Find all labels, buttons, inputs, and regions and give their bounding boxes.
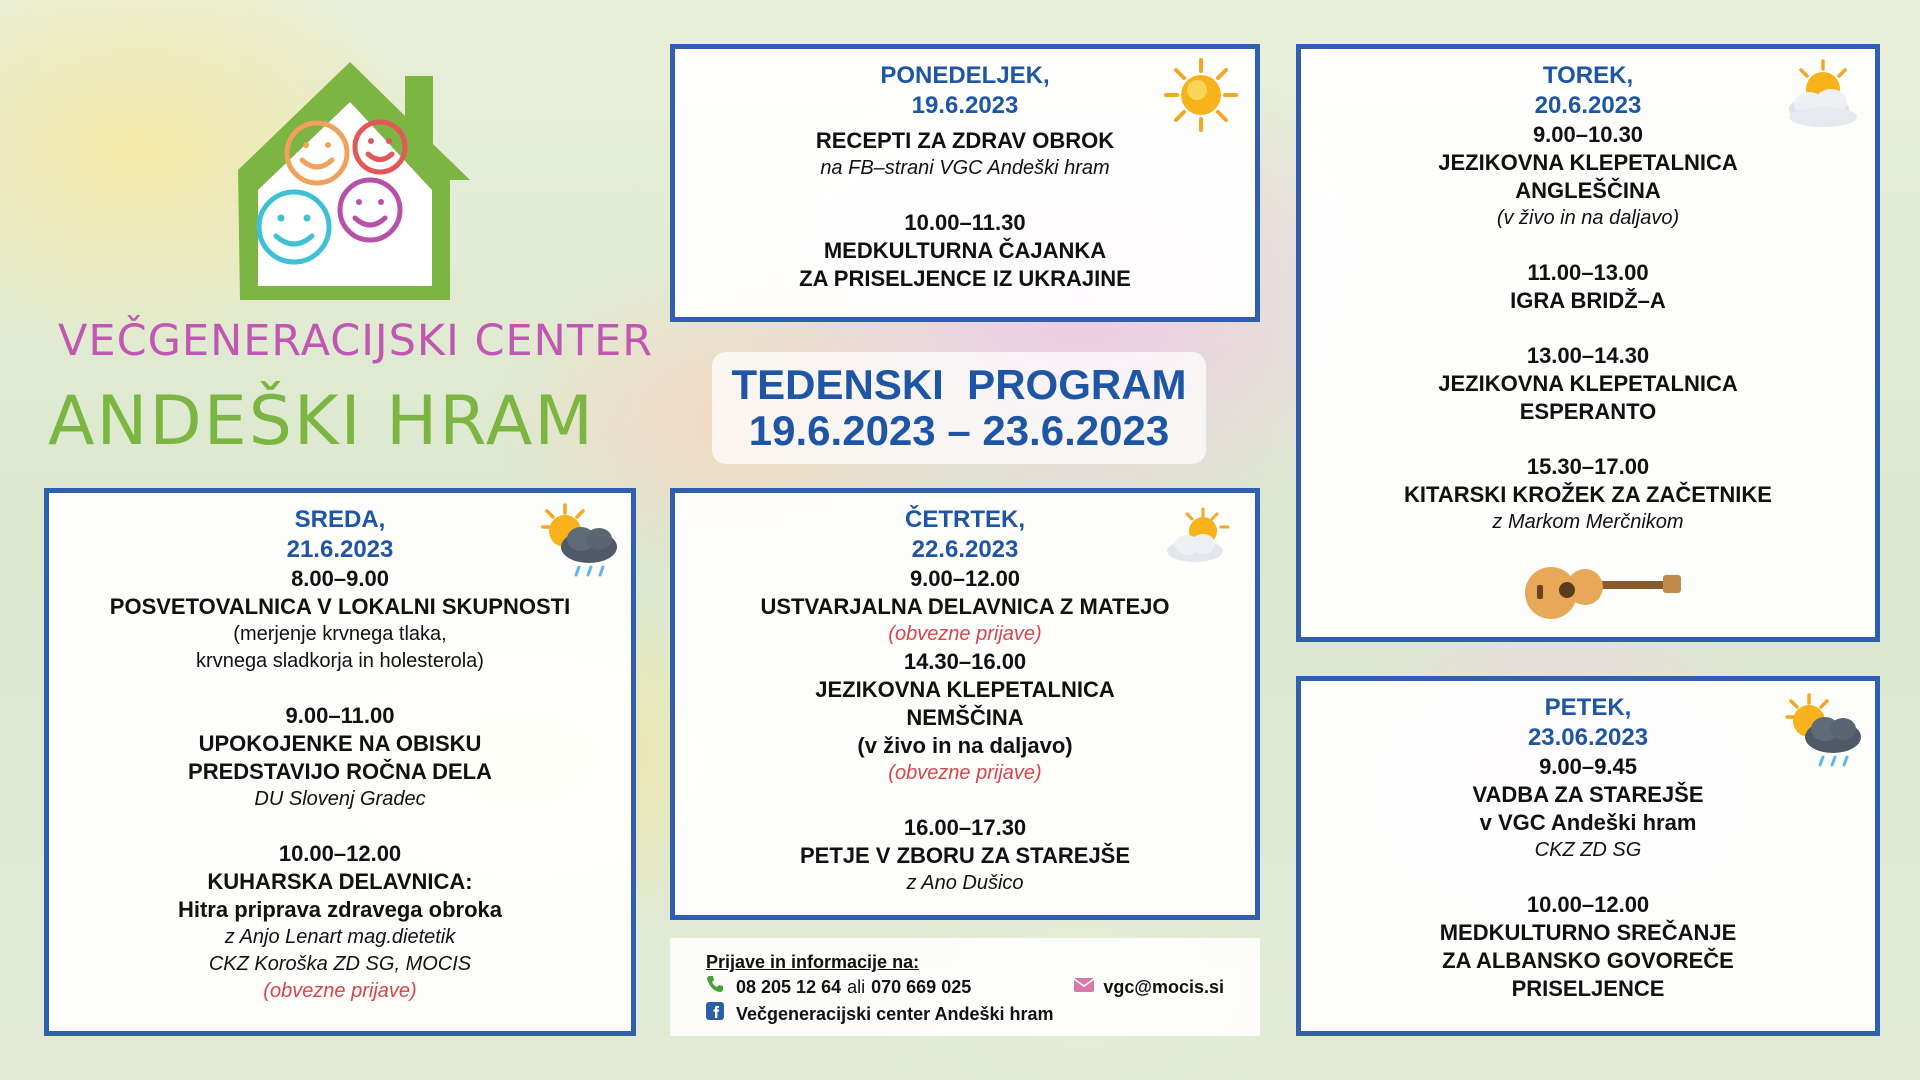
- wednesday-e3-req: (obvezne prijave): [263, 980, 417, 1002]
- contact-phone2[interactable]: 070 669 025: [871, 977, 972, 997]
- friday-e1-time: 9.00–9.45: [1539, 754, 1637, 779]
- wednesday-e3-note2: CKZ Koroška ZD SG, MOCIS: [208, 953, 472, 975]
- wednesday-box: [44, 488, 636, 1036]
- contact-phone-sep: ali: [847, 977, 866, 997]
- tuesday-box: [1296, 44, 1880, 642]
- thursday-e1-req: (obvezne prijave): [888, 623, 1042, 645]
- tuesday-e3-line2: ESPERANTO: [1519, 399, 1657, 424]
- monday-date: 19.6.2023: [911, 92, 1019, 119]
- friday-e1-line1: VADBA ZA STAREJŠE: [1472, 782, 1704, 807]
- tuesday-e4-note: z Markom Merčnikom: [1492, 511, 1684, 533]
- sun-rain-cloud-icon: [535, 501, 623, 585]
- tuesday-e2-time: 11.00–13.00: [1527, 260, 1649, 285]
- thursday-e2-req: (obvezne prijave): [888, 762, 1042, 784]
- tuesday-e1-line1: JEZIKOVNA KLEPETALNICA: [1438, 150, 1738, 175]
- thursday-e2-line3: (v živo in na daljavo): [857, 733, 1073, 758]
- contact-email[interactable]: vgc@mocis.si: [1103, 977, 1224, 997]
- tuesday-e3-line1: JEZIKOVNA KLEPETALNICA: [1438, 371, 1738, 396]
- contact-phone1[interactable]: 08 205 12 64: [736, 977, 842, 997]
- sun-icon: [1163, 57, 1239, 133]
- friday-e2-line2: ZA ALBANSKO GOVOREČE: [1442, 948, 1734, 973]
- friday-box: [1296, 676, 1880, 1036]
- monday-e1-note: na FB–strani VGC Andeški hram: [820, 157, 1110, 179]
- wednesday-e2-line1: UPOKOJENKE NA OBISKU: [198, 731, 482, 756]
- thursday-day: ČETRTEK,: [905, 506, 1025, 533]
- title-panel: [712, 352, 1206, 464]
- thursday-date: 22.6.2023: [911, 536, 1019, 563]
- monday-e2-line2: ZA PRISELJENCE IZ UKRAJINE: [799, 266, 1131, 291]
- logo-line2: ANDEŠKI HRAM: [48, 382, 595, 461]
- contact-panel: [670, 938, 1260, 1036]
- tuesday-e1-note: (v živo in na daljavo): [1496, 207, 1680, 229]
- friday-e2-time: 10.00–12.00: [1526, 892, 1650, 917]
- contact-phone-row: [706, 974, 1224, 1001]
- tuesday-date: 20.6.2023: [1534, 92, 1642, 119]
- friday-e1-note: CKZ ZD SG: [1534, 839, 1642, 861]
- monday-day: PONEDELJEK,: [880, 62, 1050, 89]
- guitar-icon: [1523, 555, 1683, 625]
- tuesday-e4-time: 15.30–17.00: [1526, 454, 1650, 479]
- friday-date: 23.06.2023: [1527, 724, 1649, 751]
- wednesday-e2-line2: PREDSTAVIJO ROČNA DELA: [188, 759, 492, 784]
- tuesday-day: TOREK,: [1542, 62, 1634, 89]
- tuesday-e3-time: 13.00–14.30: [1526, 343, 1650, 368]
- tuesday-e1-line2: ANGLEŠČINA: [1515, 178, 1661, 203]
- friday-day: PETEK,: [1544, 694, 1632, 721]
- facebook-icon: [706, 1001, 728, 1028]
- friday-e1-line2: v VGC Andeški hram: [1479, 810, 1697, 835]
- logo-line1: VEČGENERACIJSKI CENTER: [58, 316, 654, 366]
- wednesday-e1-note2: krvnega sladkorja in holesterola): [196, 650, 484, 672]
- wednesday-e2-note: DU Slovenj Gradec: [254, 788, 426, 810]
- title-line2: 19.6.2023 – 23.6.2023: [748, 407, 1170, 454]
- sun-rain-cloud-icon: [1779, 691, 1867, 775]
- wednesday-e3-line1: KUHARSKA DELAVNICA:: [207, 869, 473, 894]
- wednesday-e1-time: 8.00–9.00: [291, 566, 389, 591]
- thursday-e2-time: 14.30–16.00: [903, 649, 1027, 674]
- tuesday-e2-title: IGRA BRIDŽ–A: [1510, 288, 1666, 313]
- contact-heading: Prijave in informacije na:: [706, 952, 920, 972]
- thursday-e1-title: USTVARJALNA DELAVNICA Z MATEJO: [760, 594, 1170, 619]
- tuesday-e4-title: KITARSKI KROŽEK ZA ZAČETNIKE: [1404, 482, 1772, 507]
- sun-behind-clouds-icon: [1779, 57, 1863, 133]
- wednesday-e1-title: POSVETOVALNICA V LOKALNI SKUPNOSTI: [109, 594, 571, 619]
- tuesday-e1-time: 9.00–10.30: [1532, 122, 1644, 147]
- thursday-e2-line1: JEZIKOVNA KLEPETALNICA: [815, 677, 1115, 702]
- wednesday-date: 21.6.2023: [286, 536, 394, 563]
- wednesday-e2-time: 9.00–11.00: [285, 703, 395, 728]
- contact-facebook[interactable]: Večgeneracijski center Andeški hram: [736, 1004, 1054, 1024]
- phone-icon: [706, 974, 728, 1001]
- thursday-e3-title: PETJE V ZBORU ZA STAREJŠE: [799, 843, 1131, 868]
- wednesday-e3-line2: Hitra priprava zdravega obroka: [177, 897, 502, 922]
- friday-e2-line1: MEDKULTURNO SREČANJE: [1439, 920, 1737, 945]
- house-smileys-icon: [40, 50, 640, 310]
- sun-behind-cloud-icon: [1163, 507, 1233, 567]
- contact-facebook-row: [706, 1001, 1224, 1028]
- envelope-icon: [1073, 974, 1095, 1001]
- monday-e2-time: 10.00–11.30: [904, 210, 1026, 235]
- wednesday-day: SREDA,: [294, 506, 386, 533]
- thursday-e2-line2: NEMŠČINA: [906, 705, 1024, 730]
- title-line1: TEDENSKI PROGRAM: [731, 361, 1187, 408]
- wednesday-e3-time: 10.00–12.00: [278, 841, 402, 866]
- monday-box: [670, 44, 1260, 322]
- friday-e2-line3: PRISELJENCE: [1511, 976, 1665, 1001]
- thursday-e3-note: z Ano Dušico: [906, 872, 1024, 894]
- wednesday-e3-note1: z Anjo Lenart mag.dietetik: [224, 926, 456, 948]
- thursday-e1-time: 9.00–12.00: [909, 566, 1021, 591]
- wednesday-e1-note1: (merjenje krvnega tlaka,: [233, 623, 447, 645]
- thursday-e3-time: 16.00–17.30: [903, 815, 1027, 840]
- monday-e1-title: RECEPTI ZA ZDRAV OBROK: [815, 128, 1115, 153]
- monday-e2-line1: MEDKULTURNA ČAJANKA: [823, 238, 1107, 263]
- thursday-box: [670, 488, 1260, 920]
